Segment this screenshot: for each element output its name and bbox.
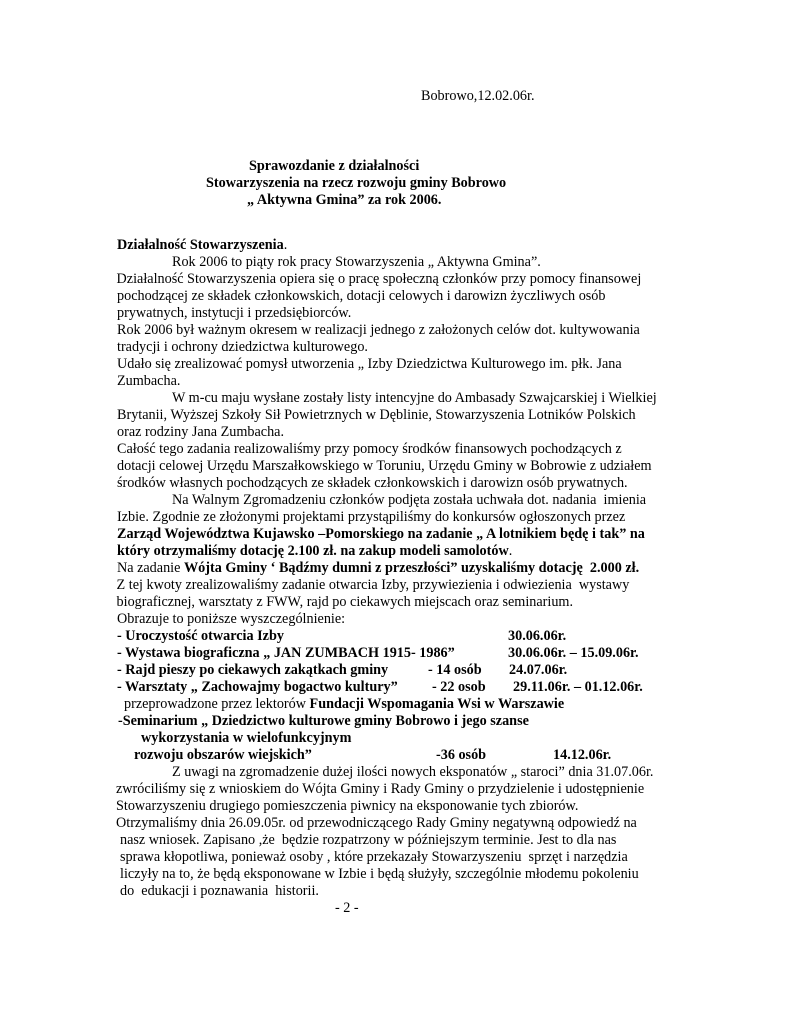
body-line: Całość tego zadania realizowaliśmy przy pomocy środków finansowych pochodzących z xyxy=(117,441,622,457)
body-line xyxy=(117,560,639,577)
seminar-line-2: wykorzystania w wielofunkcyjnym xyxy=(141,730,352,746)
title-line-3: „ Aktywna Gmina” za rok 2006. xyxy=(247,192,442,208)
body-line: biograficznej, warsztaty z FWW, rajd po ciekawych miejscach oraz seminarium. xyxy=(113,594,573,610)
body-line-bold-span: Wójta Gminy ‘ Bądźmy dumni z przeszłości” uzyskaliśmy dotację 2.000 zł. xyxy=(183,560,640,576)
body-line: środków własnych pochodzących ze składek członkowskich i darowizn osób prywatnych. xyxy=(117,475,628,491)
title-line-2: Stowarzyszenia na rzecz rozwoju gminy Bobrowo xyxy=(206,175,507,191)
closing-line: Stowarzyszeniu drugiego pomieszczenia piwnicy na eksponowanie tych zbiorów. xyxy=(116,798,579,814)
title-line-1: Sprawozdanie z działalności xyxy=(249,158,420,174)
event-count: - 22 osob xyxy=(432,679,486,695)
page-number: - 2 - xyxy=(335,900,359,916)
body-line: Zumbacha. xyxy=(117,373,181,389)
body-line: Izbie. Zgodnie ze złożonymi projektami przystąpiliśmy do konkursów ogłoszonych przez xyxy=(117,509,626,525)
section-heading-text: Działalność Stowarzyszenia xyxy=(117,237,284,253)
event-date: 24.07.06r. xyxy=(509,662,568,678)
body-line-span: Na zadanie xyxy=(117,560,184,576)
body-line: Z tej kwoty zrealizowaliśmy zadanie otwarcia Izby, przywiezienia i odwiezienia wystawy xyxy=(113,577,630,593)
event-name: - Warsztaty „ Zachowajmy bogactwo kultury” xyxy=(117,679,398,695)
closing-line: Otrzymaliśmy dnia 26.09.05r. od przewodniczącego Rady Gminy negatywną odpowiedź na xyxy=(116,815,637,831)
closing-line: nasz wniosek. Zapisano ,że będzie rozpatrzony w późniejszym terminie. Jest to dla nas xyxy=(120,832,617,848)
body-line-bold-span: który otrzymaliśmy dotację 2.100 zł. na zakup modeli samolotów xyxy=(117,543,509,559)
closing-line: do edukacji i poznawania historii. xyxy=(120,883,319,899)
body-line: W m-cu maju wysłane zostały listy intencyjne do Ambasady Szwajcarskiej i Wielkiej xyxy=(172,390,657,406)
place-date: Bobrowo,12.02.06r. xyxy=(421,88,535,104)
event-date: 30.06.06r. – 15.09.06r. xyxy=(508,645,639,661)
workshops-note xyxy=(124,696,564,713)
closing-line: sprawa kłopotliwa, ponieważ osoby , które przekazały Stowarzyszeniu sprzęt i narzędzia xyxy=(120,849,628,865)
event-name: - Rajd pieszy po ciekawych zakątkach gminy xyxy=(117,662,389,678)
body-line: Udało się zrealizować pomysł utworzenia „ Izby Dziedzictwa Kulturowego im. płk. Jana xyxy=(117,356,622,372)
body-line: Rok 2006 to piąty rok pracy Stowarzyszenia „ Aktywna Gmina”. xyxy=(172,254,541,270)
body-line: Rok 2006 był ważnym okresem w realizacji jednego z założonych celów dot. kultywowania xyxy=(117,322,640,338)
body-line xyxy=(117,543,512,560)
body-line: Na Walnym Zgromadzeniu członków podjęta została uchwała dot. nadania imienia xyxy=(172,492,647,508)
workshops-note-org: Fundacji Wspomagania Wsi w Warszawie xyxy=(309,696,565,712)
event-count: - 14 osób xyxy=(428,662,482,678)
body-line: Brytanii, Wyższej Szkoły Sił Powietrznych w Dęblinie, Stowarzyszenia Lotników Polskich xyxy=(117,407,636,423)
body-line: pochodzącej ze składek członkowskich, dotacji celowych i darowizn życzliwych osób xyxy=(117,288,606,304)
seminar-line-1: -Seminarium „ Dziedzictwo kulturowe gminy Bobrowo i jego szanse xyxy=(118,713,529,729)
event-date: 30.06.06r. xyxy=(508,628,567,644)
closing-line: Z uwagi na zgromadzenie dużej ilości nowych eksponatów „ staroci” dnia 31.07.06r. xyxy=(172,764,654,780)
event-name: - Uroczystość otwarcia Izby xyxy=(117,628,284,644)
event-date: 29.11.06r. – 01.12.06r. xyxy=(513,679,643,695)
body-line: tradycji i ochrony dziedzictwa kulturowego. xyxy=(117,339,368,355)
seminar-count: -36 osób xyxy=(436,747,487,763)
body-line: Działalność Stowarzyszenia opiera się o pracę społeczną członków przy pomocy finansowej xyxy=(113,271,642,287)
closing-line: zwróciliśmy się z wnioskiem do Wójta Gminy i Rady Gminy o przydzielenie i udostępnienie xyxy=(116,781,645,797)
body-line: Obrazuje to poniższe wyszczególnienie: xyxy=(117,611,346,627)
body-line: oraz rodziny Jana Zumbacha. xyxy=(117,424,285,440)
body-line-bold: Zarząd Województwa Kujawsko –Pomorskiego na zadanie „ A lotnikiem będę i tak” na xyxy=(117,526,645,542)
body-line: prywatnych, instytucji i przedsiębiorców. xyxy=(117,305,352,321)
section-heading-dot: . xyxy=(283,237,288,253)
closing-line: liczyły na to, że będą eksponowane w Izbie i będą służyły, szczególnie młodemu pokoleniu xyxy=(120,866,639,882)
event-name: - Wystawa biograficzna „ JAN ZUMBACH 1915- 1986” xyxy=(117,645,455,661)
body-line: dotacji celowej Urzędu Marszałkowskiego w Toruniu, Urzędu Gminy w Bobrowie z udziałem xyxy=(117,458,652,474)
seminar-date: 14.12.06r. xyxy=(553,747,612,763)
body-line-end: . xyxy=(508,543,513,559)
section-heading xyxy=(117,237,287,254)
workshops-note-text: przeprowadzone przez lektorów xyxy=(124,696,310,712)
seminar-line-3: rozwoju obszarów wiejskich” xyxy=(134,747,312,763)
